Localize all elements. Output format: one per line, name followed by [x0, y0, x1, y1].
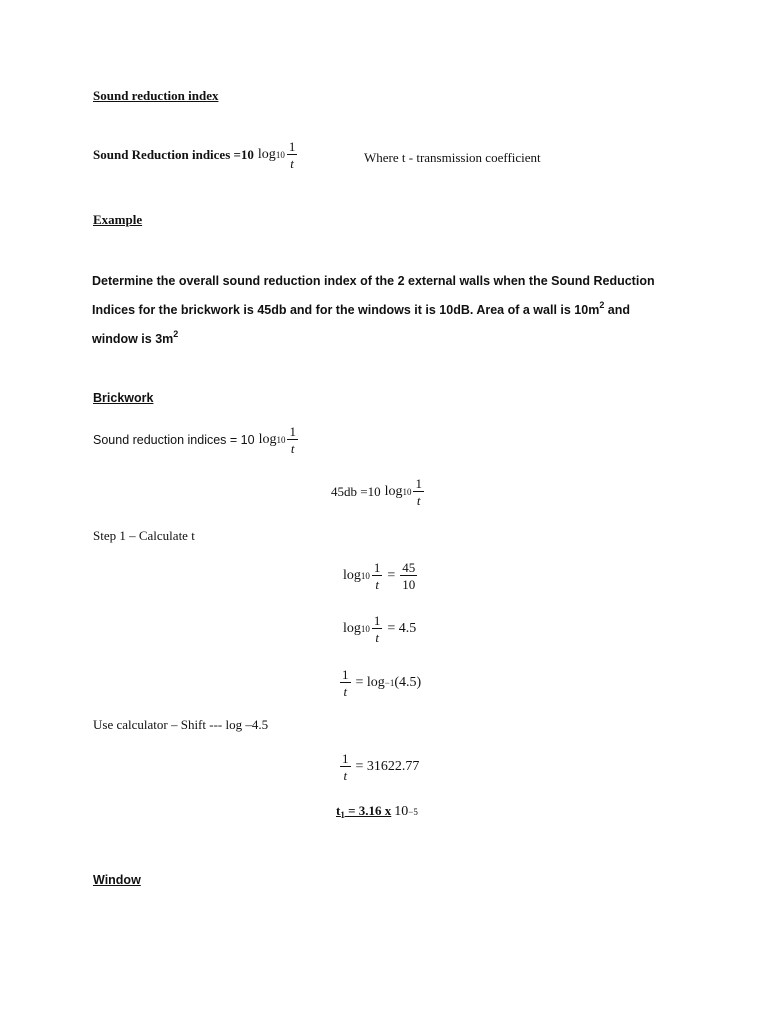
- page-heading: Sound reduction index: [93, 88, 219, 103]
- step-1-label: Step 1 – Calculate t: [93, 528, 195, 543]
- t1-result: $t_1 = 3.16$ x 10 −5: [336, 803, 418, 820]
- formula-log: log: [257, 147, 276, 162]
- formula-fraction: [287, 140, 298, 170]
- brickwork-formula: Sound reduction indices = 10 log 10 $\frac{1}{t}$: [93, 424, 296, 456]
- question-paragraph: [92, 269, 655, 351]
- formula-label: Sound Reduction indices =10: [93, 147, 254, 162]
- formula-log-base: 10: [275, 150, 285, 160]
- equation-ratio: log 10 $\frac{1}{t}$ = $\frac{45}{10}$: [343, 560, 416, 592]
- formula-denominator: t: [290, 156, 294, 171]
- brick-formula-label: Sound reduction indices = 10: [93, 433, 255, 447]
- sound-reduction-formula: [93, 140, 299, 170]
- formula-where-note: Where t - transmission coefficient: [364, 150, 541, 165]
- equation-inverse-log: $\frac{1}{t}$ = log −1 (4.5): [342, 667, 422, 699]
- equation-4-5: log 10 $\frac{1}{t}$ = 4.5: [343, 613, 417, 645]
- formula-numerator: 1: [288, 139, 296, 154]
- brickwork-heading: Brickwork: [93, 391, 154, 405]
- question-line-2: Indices for the brickwork is 45db and for the windows it is 10dB. Area of a wall is $10m^2$ and: [92, 300, 631, 317]
- question-line-1: Determine the overall sound reduction index of the 2 external walls when the Sound Reduction: [92, 274, 655, 288]
- equation-45db: 45db =10 log 10 $\frac{1}{t}$: [331, 476, 422, 508]
- window-heading: Window: [93, 873, 141, 887]
- calculator-note: Use calculator – Shift --- log –4.5: [93, 717, 269, 732]
- brick-formula-fraction: $\frac{1}{t}$: [289, 424, 296, 456]
- question-line-3: window is $3m^2$: [92, 329, 179, 346]
- example-heading: Example: [93, 212, 143, 227]
- equation-result: $\frac{1}{t}$ = 31622.77: [342, 751, 420, 783]
